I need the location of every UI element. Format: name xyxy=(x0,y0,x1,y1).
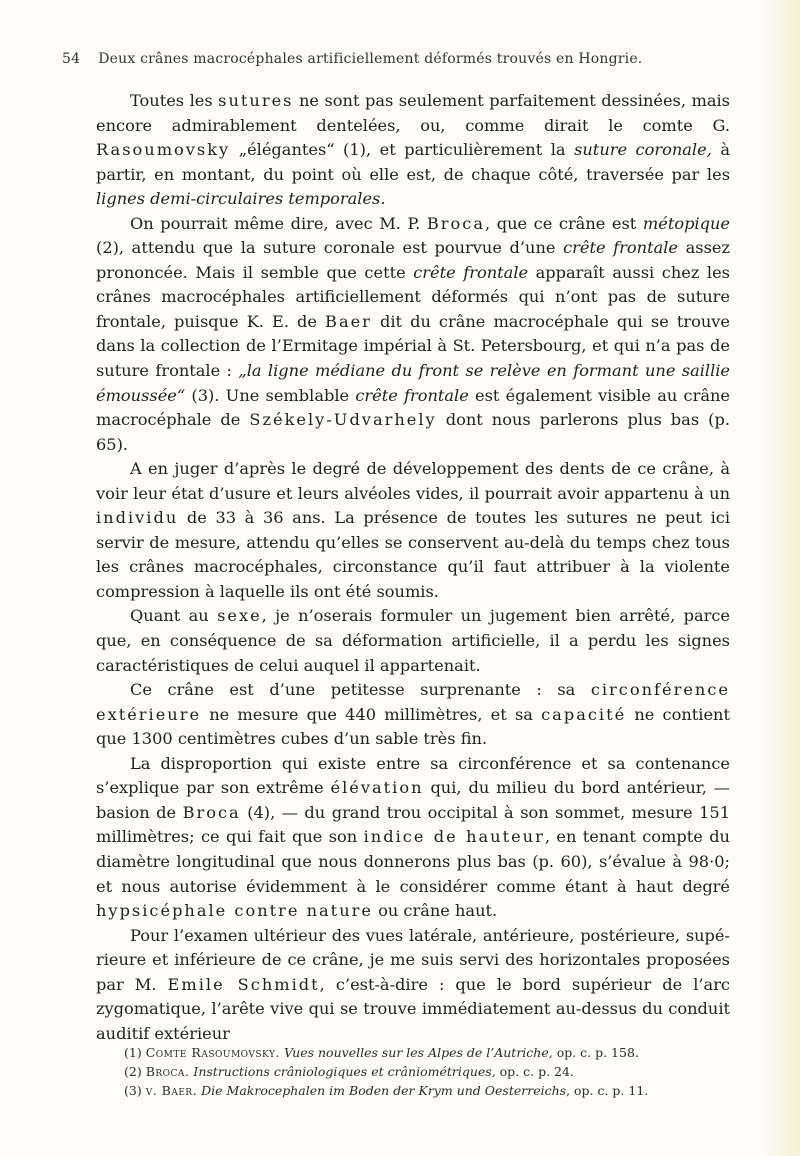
paragraph-5: Ce crâne est d’une petitesse surprenante : sa circonférence extérieure ne mesure que 440 millimètres, et sa capacité ne contient que 1300 centimètres cubes d’un sable très fin. xyxy=(96,680,730,749)
body-text xyxy=(96,89,730,1046)
paragraph-6: La disproportion qui existe entre sa circonférence et sa contenance s’explique par son extrême élévation qui, du milieu du bord antérieur, — basion de Broca (4), — du grand trou occipital à son sommet, mesure 151 millimètres; ce qui fait que son indice de hauteur, en tenant compte du diamètre longitudinal que nous donnerons plus bas (p. 60), s’évalue à 98·0; et nous autorise évidemment à le considérer comme étant à haut degré hypsicéphale contre nature ou crâne haut. xyxy=(96,753,730,921)
running-header xyxy=(62,50,752,68)
footnotes xyxy=(124,1043,730,1100)
page-number: 54 xyxy=(62,51,81,67)
paragraph-1: Toutes les sutures ne sont pas seulement parfaitement dessinées, mais encore admirablement dentelées, ou, comme dirait le comte G. Rasoumovsky „élégantes“ (1), et particulièrement la suture coronale, à partir, en montant, du point où elle est, de chaque côté, traversée par les lignes demi-circulaires temporales. xyxy=(96,91,730,209)
footnote-3: (3) v. Baer. Die Makrocephalen im Boden der Krym und Oesterreichs, op. c. p. 11. xyxy=(124,1083,649,1098)
paragraph-7: Pour l’examen ultérieur des vues latérale, antérieure, postérieure, supérieure et inférieure de ce crâne, je me suis servi des horizontales proposées par M. Emile Schmidt, c’est-à-dire : que le bord supérieur de l’arc zygomatique, l’arête vive qui se trouve immédiatement au-dessus du conduit auditif extérieur xyxy=(96,925,730,1043)
paragraph-4: Quant au sexe, je n’oserais formuler un jugement bien arrêté, parce que, en conséquence de sa déformation artificielle, il a perdu les signes caractéristiques de celui auquel il appartenait. xyxy=(96,606,730,675)
footnote-1: (1) Comte Rasoumovsky. Vues nouvelles sur les Alpes de l’Autriche, op. c. p. 158. xyxy=(124,1045,639,1060)
running-title: Deux crânes macrocéphales artificiellement déformés trouvés en Hongrie. xyxy=(98,51,643,67)
footnote-2: (2) Broca. Instructions crâniologiques et crâniométriques, op. c. p. 24. xyxy=(124,1064,574,1079)
paragraph-3: A en juger d’après le degré de développement des dents de ce crâne, à voir leur état d’usure et leurs alvéoles vides, il pourrait avoir appartenu à un individu de 33 à 36 ans. La présence de toutes les sutures ne peut ici servir de mesure, attendu qu’elles se conservent au-delà du temps chez tous les crânes macrocéphales, circonstance qu’il faut attribuer à la violente compression à laquelle ils ont été soumis. xyxy=(96,459,730,601)
paragraph-2: On pourrait même dire, avec M. P. Broca, que ce crâne est métopique (2), attendu que la suture coronale est pourvue d’une crête frontale assez prononcée. Mais il semble que cette crête frontale apparaît aussi chez les crânes macrocéphales artificiellement déformés qui n’ont pas de suture frontale, puisque K. E. de Baer dit du crâne macrocéphale qui se trouve dans la collection de l’Ermitage impérial à St. Petersbourg, et qui n’a pas de suture frontale : „la ligne médiane du front se relève en formant une saillie émoussée“ (3). Une semblable crête frontale est également visible au crâne macrocéphale de Székely-Udvarhely dont nous parlerons plus bas (p. 65). xyxy=(96,213,731,454)
